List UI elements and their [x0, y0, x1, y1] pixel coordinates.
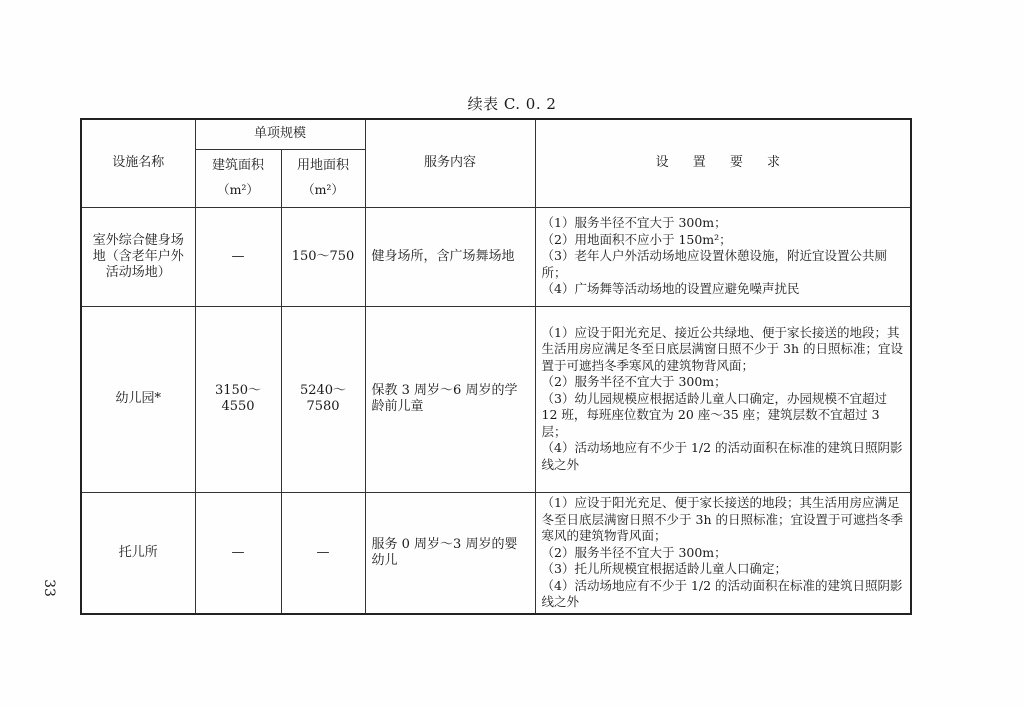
header-requirements-label: 设 置 要 求 — [655, 155, 790, 171]
header-building-area-label: 建筑面积 — [211, 158, 264, 173]
facility-name-cell: 室外综合健身场地（含老年户外活动场地） — [81, 207, 195, 306]
header-land-area — [281, 149, 365, 207]
requirement-item: （1）服务半径不宜大于 300m； — [541, 215, 727, 231]
service-content-cell: 健身场所，含广场舞场地 — [365, 207, 535, 306]
header-requirements — [535, 119, 911, 207]
land-area-cell: — — [281, 492, 365, 614]
requirement-item: （2）服务半径不宜大于 300m； — [541, 544, 727, 560]
building-area-cell: — — [195, 492, 281, 614]
header-building-area-unit: （m²） — [217, 182, 259, 197]
requirement-item: （4）活动场地应有不少于 1/2 的活动面积在标准的建筑日照阴影线之外 — [541, 577, 903, 609]
header-row-1 — [81, 119, 911, 149]
header-land-area-unit: （m²） — [302, 182, 344, 197]
requirement-item: （4）广场舞等活动场地的设置应避免噪声扰民 — [541, 281, 800, 297]
land-area-cell: 5240～7580 — [281, 306, 365, 492]
land-area-cell: 150～750 — [281, 207, 365, 306]
facility-name-cell: 托儿所 — [81, 492, 195, 614]
facility-table — [80, 118, 912, 615]
table-row — [81, 492, 911, 614]
header-service-content: 服务内容 — [365, 119, 535, 207]
requirement-item: （2）用地面积不应小于 150m²； — [541, 231, 732, 247]
facility-name-cell: 幼儿园* — [81, 306, 195, 492]
service-content-cell: 服务 0 周岁～3 周岁的婴幼儿 — [365, 492, 535, 614]
building-area-cell: 3150～4550 — [195, 306, 281, 492]
requirement-item: （2）服务半径不宜大于 300m； — [541, 374, 727, 390]
service-content-cell: 保教 3 周岁～6 周岁的学龄前儿童 — [365, 306, 535, 492]
table-row — [81, 207, 911, 306]
requirements-cell — [535, 306, 911, 492]
requirement-item: （3）托儿所规模宜根据适龄儿童人口确定； — [541, 561, 787, 576]
header-building-area — [195, 149, 281, 207]
table-caption: 续表 C. 0. 2 — [467, 95, 557, 113]
table-row — [81, 306, 911, 492]
header-single-scale: 单项规模 — [195, 119, 365, 149]
header-land-area-label: 用地面积 — [297, 158, 350, 173]
requirement-item: （3）老年人户外活动场地应设置休憩设施，附近宜设置公共厕所； — [541, 248, 887, 280]
page-number: 33 — [40, 579, 57, 597]
requirement-item: （3）幼儿园规模应根据适龄儿童人口确定，办园规模不宜超过 12 班，每班座位数宜为 20 座～35 座；建筑层数不宜超过 3 层； — [541, 390, 887, 439]
requirement-item: （1）应设于阳光充足、接近公共绿地、便于家长接送的地段；其生活用房应满足冬至日底层满窗日照不少于 3h 的日照标准；宜设置于可遮挡冬季寒风的建筑物背风面； — [541, 324, 903, 373]
requirements-cell — [535, 207, 911, 306]
requirement-item: （4）活动场地应有不少于 1/2 的活动面积在标准的建筑日照阴影线之外 — [541, 440, 903, 472]
building-area-cell: — — [195, 207, 281, 306]
requirement-item: （1）应设于阳光充足、便于家长接送的地段；其生活用房应满足冬至日底层满窗日照不少于 3h 的日照标准；宜设置于可遮挡冬季寒风的建筑物背风面； — [541, 495, 903, 543]
requirements-cell — [535, 492, 911, 614]
header-facility-name: 设施名称 — [81, 119, 195, 207]
